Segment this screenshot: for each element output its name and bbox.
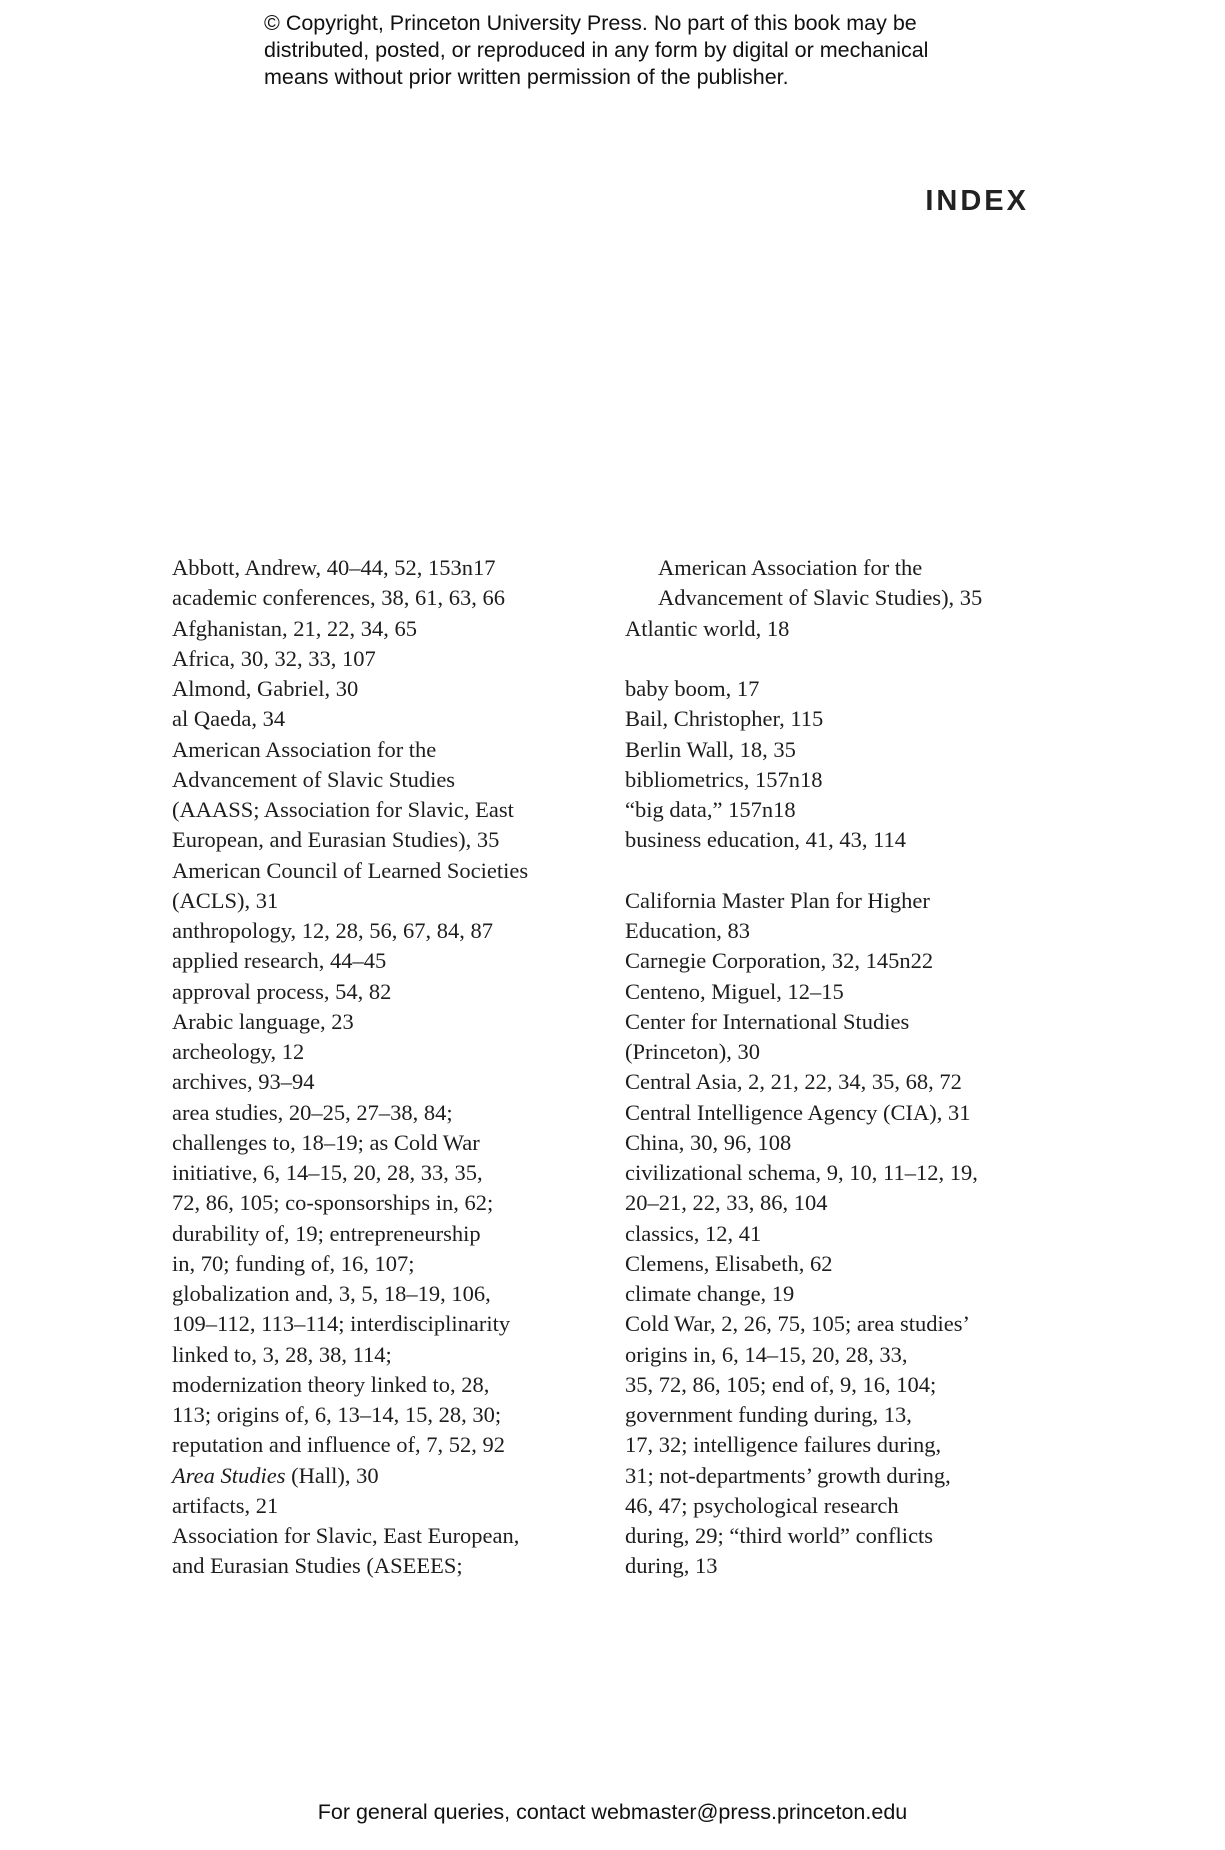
index-entry (172, 916, 602, 946)
entry-heading: Almond, Gabriel, 30 (172, 676, 359, 701)
entry-subline: 31; not-departments’ growth during, (625, 1462, 951, 1488)
index-entry (625, 1279, 1045, 1309)
copyright-line: © Copyright, Princeton University Press. No part of this book may be (264, 11, 917, 35)
entry-heading: al Qaeda, 34 (172, 706, 286, 732)
entry-text: (Hall), 30 (285, 1462, 379, 1488)
entry-subline: 20–21, 22, 33, 86, 104 (625, 1190, 828, 1216)
entry-subline: and Eurasian Studies (ASEEES; (172, 1553, 463, 1579)
entry-heading: academic conferences, 38, 61, 63, 66 (172, 585, 505, 611)
entry-subline: 109–112, 113–114; interdisciplinarity (172, 1311, 511, 1337)
index-entry (172, 704, 602, 734)
entry-heading: area studies, 20–25, 27–38, 84; (172, 1099, 453, 1125)
index-entry (172, 644, 602, 674)
entry-heading: business education, 41, 43, 114 (625, 827, 907, 853)
entry-heading: Berlin Wall, 18, 35 (625, 736, 796, 762)
entry-heading: Central Intelligence Agency (CIA), 31 (625, 1099, 971, 1125)
entry-subline: Advancement of Slavic Studies (172, 766, 456, 792)
index-column-right (625, 553, 1045, 1582)
entry-heading: Afghanistan, 21, 22, 34, 65 (172, 615, 417, 641)
entry-heading: Central Asia, 2, 21, 22, 34, 35, 68, 72 (625, 1069, 962, 1095)
entry-subline: 72, 86, 105; co-sponsorships in, 62; (172, 1190, 494, 1216)
entry-heading: American Council of Learned Societies (172, 857, 529, 883)
entry-subline: challenges to, 18–19; as Cold War (172, 1129, 480, 1155)
entry-heading: Center for International Studies (625, 1008, 910, 1034)
index-entry (172, 1007, 602, 1037)
index-entry (172, 1491, 602, 1521)
entry-subline: Advancement of Slavic Studies), 35 (658, 585, 983, 611)
index-entry (172, 1461, 602, 1491)
letter-gap (625, 856, 1045, 886)
entry-heading: archeology, 12 (172, 1039, 305, 1064)
index-entry (625, 1158, 1045, 1219)
entry-heading: Africa, 30, 32, 33, 107 (172, 645, 376, 671)
entry-heading: Atlantic world, 18 (625, 615, 790, 641)
entry-heading: climate change, 19 (625, 1281, 795, 1306)
index-entry (625, 1128, 1045, 1158)
entry-heading: Association for Slavic, East European, (172, 1523, 520, 1548)
index-entry (172, 1037, 602, 1067)
entry-subline: origins in, 6, 14–15, 20, 28, 33, (625, 1341, 908, 1367)
entry-subline: in, 70; funding of, 16, 107; (172, 1250, 415, 1276)
copyright-notice (264, 10, 984, 91)
entry-subline: initiative, 6, 14–15, 20, 28, 33, 35, (172, 1160, 483, 1185)
index-entry (625, 1309, 1045, 1581)
index-entry (625, 674, 1045, 704)
entry-subline: durability of, 19; entrepreneurship (172, 1220, 481, 1246)
copyright-line: distributed, posted, or reproduced in any form by digital or mechanical (264, 38, 929, 62)
index-entry (172, 1521, 602, 1582)
entry-subline: 35, 72, 86, 105; end of, 9, 16, 104; (625, 1371, 937, 1397)
index-entry (625, 825, 1045, 855)
entry-subline: (ACLS), 31 (172, 887, 279, 913)
page-title: INDEX (925, 185, 1029, 217)
entry-heading: applied research, 44–45 (172, 948, 387, 974)
entry-heading: Carnegie Corporation, 32, 145n22 (625, 948, 934, 974)
entry-subline: (AAASS; Association for Slavic, East (172, 797, 514, 822)
entry-subline: during, 29; “third world” conflicts (625, 1523, 934, 1548)
entry-subline: American Association for the (658, 555, 923, 580)
entry-subline: (Princeton), 30 (625, 1039, 760, 1064)
entry-heading: classics, 12, 41 (625, 1220, 762, 1246)
continued-entry (625, 553, 1045, 614)
index-column-left (172, 553, 602, 1582)
entry-subline: Education, 83 (625, 918, 750, 943)
entry-heading: Bail, Christopher, 115 (625, 706, 824, 732)
index-entry (172, 856, 602, 917)
entry-subline: during, 13 (625, 1553, 718, 1579)
entry-heading: approval process, 54, 82 (172, 978, 392, 1004)
index-entry (172, 977, 602, 1007)
entry-heading: Cold War, 2, 26, 75, 105; area studies’ (625, 1311, 970, 1337)
entry-subline: globalization and, 3, 5, 18–19, 106, (172, 1281, 491, 1306)
entry-subline: European, and Eurasian Studies), 35 (172, 827, 500, 853)
index-entry (625, 1067, 1045, 1097)
index-entry (172, 583, 602, 613)
entry-subline: 46, 47; psychological research (625, 1492, 899, 1518)
index-entry (625, 1007, 1045, 1068)
entry-subline: reputation and influence of, 7, 52, 92 (172, 1432, 506, 1458)
book-title: Area Studies (172, 1462, 286, 1488)
entry-subline: modernization theory linked to, 28, (172, 1371, 490, 1397)
entry-heading: Abbott, Andrew, 40–44, 52, 153n17 (172, 555, 496, 580)
entry-subline: 17, 32; intelligence failures during, (625, 1432, 942, 1458)
index-entry (172, 614, 602, 644)
index-entry (625, 765, 1045, 795)
entry-heading: artifacts, 21 (172, 1492, 279, 1518)
entry-heading: California Master Plan for Higher (625, 887, 930, 913)
index-entry (172, 674, 602, 704)
entry-heading: archives, 93–94 (172, 1069, 315, 1095)
index-entry (625, 1219, 1045, 1249)
index-entry (172, 946, 602, 976)
index-entry (625, 614, 1045, 644)
index-entry (625, 977, 1045, 1007)
entry-heading: bibliometrics, 157n18 (625, 766, 823, 792)
entry-heading: anthropology, 12, 28, 56, 67, 84, 87 (172, 918, 494, 943)
index-entry (625, 1098, 1045, 1128)
letter-gap (625, 644, 1045, 674)
entry-heading: baby boom, 17 (625, 676, 760, 701)
entry-subline: 113; origins of, 6, 13–14, 15, 28, 30; (172, 1402, 502, 1427)
entry-heading: Clemens, Elisabeth, 62 (625, 1250, 833, 1276)
index-entry (172, 1067, 602, 1097)
index-entry (625, 795, 1045, 825)
copyright-line: means without prior written permission of the publisher. (264, 65, 789, 89)
index-entry (625, 735, 1045, 765)
index-entry (625, 946, 1045, 976)
entry-heading: Arabic language, 23 (172, 1008, 354, 1034)
index-entry (172, 553, 602, 583)
index-entry (172, 735, 602, 856)
entry-heading: Centeno, Miguel, 12–15 (625, 978, 844, 1004)
index-entry (625, 886, 1045, 947)
entry-subline: linked to, 3, 28, 38, 114; (172, 1341, 392, 1367)
entry-heading: China, 30, 96, 108 (625, 1129, 792, 1155)
index-entry (172, 1098, 602, 1461)
footer-contact: For general queries, contact webmaster@press.princeton.edu (317, 1800, 908, 1824)
entry-heading: American Association for the (172, 736, 437, 762)
index-entry (625, 1249, 1045, 1279)
entry-subline: government funding during, 13, (625, 1402, 912, 1427)
entry-heading: “big data,” 157n18 (625, 797, 796, 822)
index-entry (625, 704, 1045, 734)
entry-heading: civilizational schema, 9, 10, 11–12, 19, (625, 1160, 978, 1185)
